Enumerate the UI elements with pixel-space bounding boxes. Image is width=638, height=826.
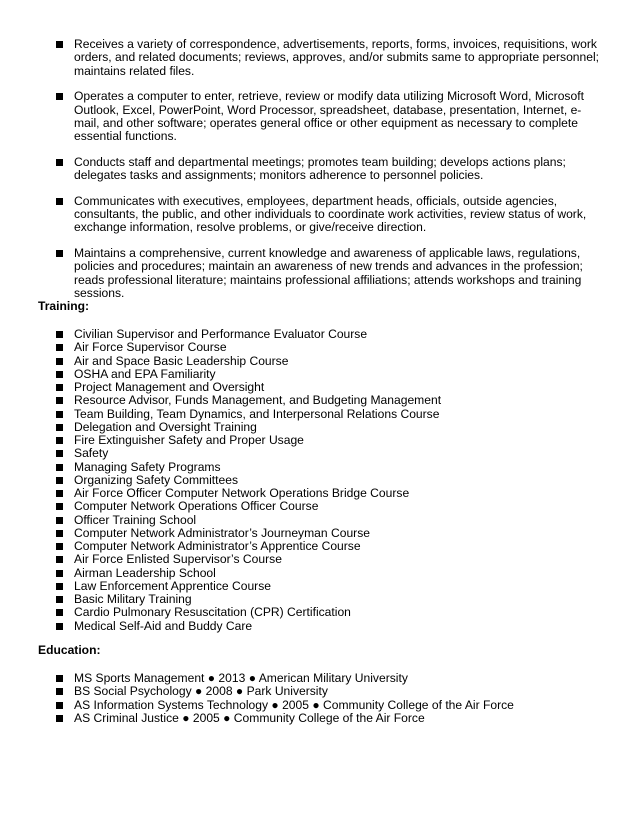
list-item — [56, 434, 616, 447]
list-item — [56, 381, 616, 394]
duty-text: Conducts staff and departmental meetings; promotes team building; develops actions plans; delegates tasks and assignments; monitors adherence to personnel policies. — [74, 154, 566, 183]
list-item — [56, 421, 616, 434]
square-bullet-icon — [56, 675, 63, 682]
training-item: Basic Military Training — [74, 592, 192, 606]
list-item — [56, 341, 616, 354]
square-bullet-icon — [56, 490, 63, 497]
duties-list — [56, 38, 606, 313]
square-bullet-icon — [56, 583, 63, 590]
training-item: Resource Advisor, Funds Management, and Budgeting Management — [74, 393, 442, 408]
training-item: Delegation and Oversight Training — [74, 419, 257, 434]
training-item: Computer Network Operations Officer Course — [74, 499, 319, 514]
square-bullet-icon — [56, 93, 63, 100]
square-bullet-icon — [56, 159, 63, 166]
list-item — [56, 368, 616, 381]
list-item — [56, 408, 616, 421]
duty-text: Maintains a comprehensive, current knowledge and awareness of applicable laws, regulations, policies and procedures; maintain an awareness of new trends and advances in the profession; reads professional literature; maintains professional affiliations; attends workshops and training sessions. — [74, 246, 583, 301]
square-bullet-icon — [56, 371, 63, 378]
list-item — [56, 540, 616, 553]
list-item — [56, 567, 616, 580]
training-heading: Training: — [38, 299, 90, 313]
training-item: Computer Network Administrator’s Apprentice Course — [74, 539, 361, 553]
list-item — [56, 593, 616, 606]
list-item — [56, 514, 616, 527]
square-bullet-icon — [56, 331, 63, 338]
list-item — [56, 672, 616, 685]
list-item — [56, 699, 616, 712]
list-item — [56, 328, 616, 341]
education-item: MS Sports Management ● 2013 ● American Military University — [74, 671, 408, 685]
training-list — [56, 328, 616, 633]
square-bullet-icon — [56, 41, 63, 48]
square-bullet-icon — [56, 503, 63, 510]
training-item: Managing Safety Programs — [74, 459, 221, 474]
square-bullet-icon — [56, 556, 63, 563]
list-item — [56, 712, 616, 725]
training-item: Air and Space Basic Leadership Course — [74, 353, 289, 368]
list-item — [56, 156, 606, 183]
list-item — [56, 355, 616, 368]
training-item: Air Force Officer Computer Network Operations Bridge Course — [74, 486, 410, 500]
list-item — [56, 461, 616, 474]
list-item — [56, 195, 606, 235]
training-item: Law Enforcement Apprentice Course — [74, 578, 271, 593]
list-item — [56, 474, 616, 487]
training-item: Organizing Safety Committees — [74, 472, 239, 487]
training-item: Fire Extinguisher Safety and Proper Usage — [74, 433, 304, 447]
square-bullet-icon — [56, 543, 63, 550]
duty-text: Operates a computer to enter, retrieve, review or modify data utilizing Microsoft Word, Microsoft Outlook, Excel, PowerPoint, Word Processor, spreadsheet, database, presentation, Internet, e-mail, and other software; operates general office or other equipment as necessary to complete essential functions. — [74, 89, 584, 144]
training-item: Officer Training School — [74, 512, 197, 527]
duty-text: Receives a variety of correspondence, advertisements, reports, forms, invoices, requisitions, work orders, and related documents; reviews, approves, and/or submits same to appropriate personnel; maintains related files. — [74, 37, 600, 78]
training-item: Safety — [74, 446, 109, 461]
square-bullet-icon — [56, 250, 63, 257]
square-bullet-icon — [56, 344, 63, 351]
training-item: Civilian Supervisor and Performance Evaluator Course — [74, 327, 368, 341]
list-item — [56, 90, 606, 143]
square-bullet-icon — [56, 623, 63, 630]
square-bullet-icon — [56, 517, 63, 524]
square-bullet-icon — [56, 702, 63, 709]
training-item: Air Force Supervisor Course — [74, 340, 227, 355]
list-item — [56, 620, 616, 633]
list-item — [56, 247, 606, 300]
square-bullet-icon — [56, 450, 63, 457]
square-bullet-icon — [56, 358, 63, 365]
training-item: OSHA and EPA Familiarity — [74, 366, 216, 381]
list-item — [56, 580, 616, 593]
square-bullet-icon — [56, 530, 63, 537]
list-item — [56, 500, 616, 513]
square-bullet-icon — [56, 411, 63, 418]
education-item: AS Information Systems Technology ● 2005 ● Community College of the Air Force — [74, 697, 514, 712]
square-bullet-icon — [56, 715, 63, 722]
training-item: Team Building, Team Dynamics, and Interpersonal Relations Course — [74, 406, 440, 421]
list-item — [56, 553, 616, 566]
training-item: Cardio Pulmonary Resuscitation (CPR) Certification — [74, 605, 351, 620]
education-list — [56, 672, 616, 725]
list-item — [56, 447, 616, 460]
square-bullet-icon — [56, 609, 63, 616]
list-item — [56, 394, 616, 407]
list-item — [56, 685, 616, 698]
square-bullet-icon — [56, 688, 63, 695]
list-item — [56, 38, 606, 78]
square-bullet-icon — [56, 596, 63, 603]
square-bullet-icon — [56, 198, 63, 205]
square-bullet-icon — [56, 397, 63, 404]
list-item — [56, 527, 616, 540]
training-item: Computer Network Administrator’s Journeyman Course — [74, 525, 370, 540]
training-item: Airman Leadership School — [74, 565, 216, 580]
training-item: Project Management and Oversight — [74, 380, 265, 394]
education-heading: Education: — [38, 643, 101, 657]
square-bullet-icon — [56, 437, 63, 444]
duty-text: Communicates with executives, employees, department heads, officials, outside agencies, consultants, the public, and other individuals to coordinate work activities, review status of work, exchange information, resolve problems, or give/receive direction. — [74, 193, 587, 235]
square-bullet-icon — [56, 477, 63, 484]
square-bullet-icon — [56, 384, 63, 391]
square-bullet-icon — [56, 570, 63, 577]
square-bullet-icon — [56, 464, 63, 471]
list-item — [56, 487, 616, 500]
training-item: Medical Self-Aid and Buddy Care — [74, 618, 253, 633]
education-item: BS Social Psychology ● 2008 ● Park University — [74, 684, 328, 699]
training-item: Air Force Enlisted Supervisor’s Course — [74, 552, 282, 567]
square-bullet-icon — [56, 424, 63, 431]
list-item — [56, 606, 616, 619]
education-item: AS Criminal Justice ● 2005 ● Community College of the Air Force — [74, 710, 425, 725]
